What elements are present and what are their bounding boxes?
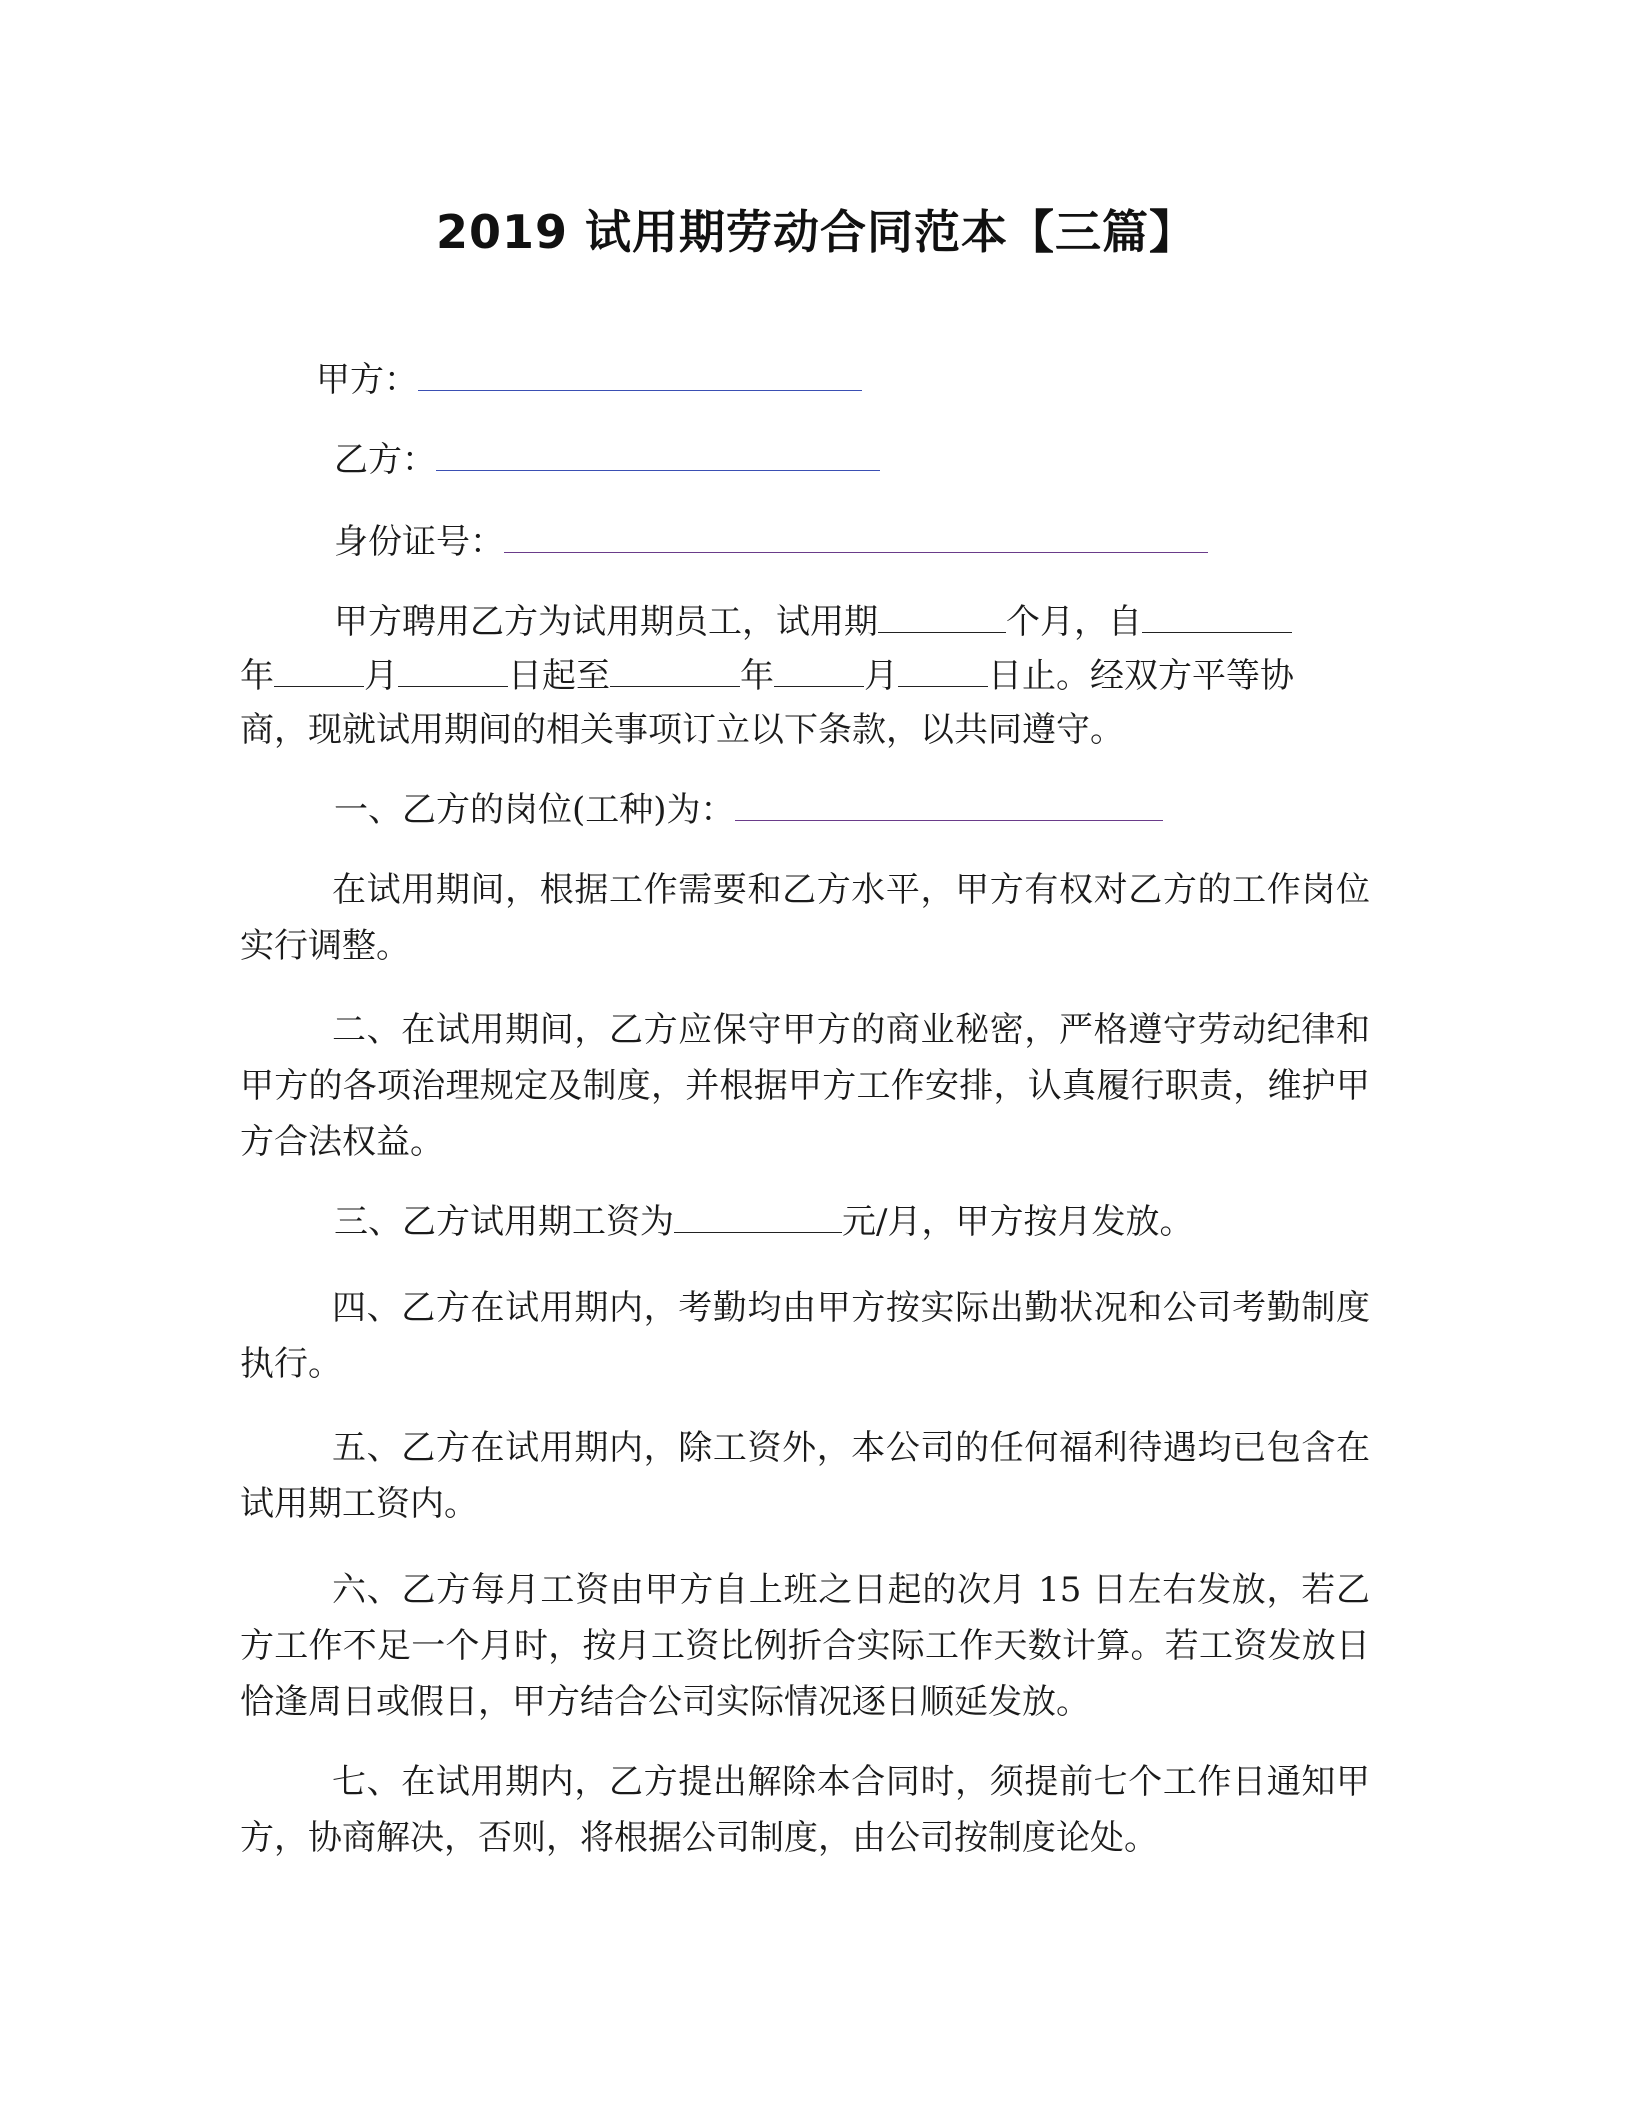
intro-text-2c: 日起至 (508, 656, 610, 696)
clause-5: 五、乙方在试用期内，除工资外，本公司的任何福利待遇均已包含在试用期工资内。 (240, 1428, 1370, 1524)
intro-text-1b: 个月，自 (1006, 602, 1142, 642)
id-blank[interactable] (504, 524, 1208, 553)
end-month-blank[interactable] (774, 658, 864, 687)
intro-line-3 (240, 710, 1124, 750)
clause-6: 六、乙方每月工资由甲方自上班之日起的次月 15 日左右发放，若乙方工作不足一个月时，按月工资比例折合实际工作天数计算。若工资发放日恰逢周日或假日，甲方结合公司实际情况逐日顺延发放。 (240, 1570, 1370, 1722)
trial-months-blank[interactable] (878, 604, 1006, 633)
clause-1-row (334, 790, 1163, 830)
salary-blank[interactable] (674, 1204, 842, 1233)
position-blank[interactable] (735, 792, 1163, 821)
party-b-row (334, 440, 880, 480)
intro-text-2a: 年 (240, 656, 274, 696)
start-day-blank[interactable] (398, 658, 508, 687)
end-day-blank[interactable] (898, 658, 988, 687)
document-title: 2019 试用期劳动合同范本【三篇】 (435, 205, 1197, 259)
intro-text-2e: 月 (864, 656, 898, 696)
clause-4: 四、乙方在试用期内，考勤均由甲方按实际出勤状况和公司考勤制度执行。 (240, 1288, 1370, 1384)
id-label: 身份证号： (334, 522, 504, 562)
clause-2: 二、在试用期间，乙方应保守甲方的商业秘密，严格遵守劳动纪律和甲方的各项治理规定及制度，并根据甲方工作安排，认真履行职责，维护甲方合法权益。 (240, 1010, 1370, 1162)
party-a-blank[interactable] (418, 362, 862, 391)
intro-text-2b: 月 (364, 656, 398, 696)
intro-line-2 (240, 656, 1294, 696)
start-month-blank[interactable] (274, 658, 364, 687)
intro-text-1a: 甲方聘用乙方为试用期员工，试用期 (334, 602, 878, 642)
intro-text-3: 商，现就试用期间的相关事项订立以下条款，以共同遵守。 (240, 710, 1124, 750)
intro-line-1 (334, 602, 1292, 642)
clause-1-label: 一、乙方的岗位(工种)为： (334, 790, 735, 830)
clause-1-note: 在试用期间，根据工作需要和乙方水平，甲方有权对乙方的工作岗位实行调整。 (240, 870, 1370, 966)
clause-3-text-a: 三、乙方试用期工资为 (334, 1202, 674, 1242)
intro-text-2d: 年 (740, 656, 774, 696)
party-b-label: 乙方： (334, 440, 436, 480)
party-b-blank[interactable] (436, 442, 880, 471)
clause-7: 七、在试用期内，乙方提出解除本合同时，须提前七个工作日通知甲方，协商解决，否则，将根据公司制度，由公司按制度论处。 (240, 1762, 1370, 1858)
intro-text-2f: 日止。经双方平等协 (988, 656, 1294, 696)
party-a-row (316, 360, 862, 400)
clause-3-row (334, 1202, 1193, 1242)
end-year-blank[interactable] (610, 658, 740, 687)
id-row (334, 522, 1208, 562)
clause-3-text-b: 元/月，甲方按月发放。 (842, 1202, 1194, 1242)
start-year-blank[interactable] (1142, 604, 1292, 633)
party-a-label: 甲方： (316, 360, 418, 400)
